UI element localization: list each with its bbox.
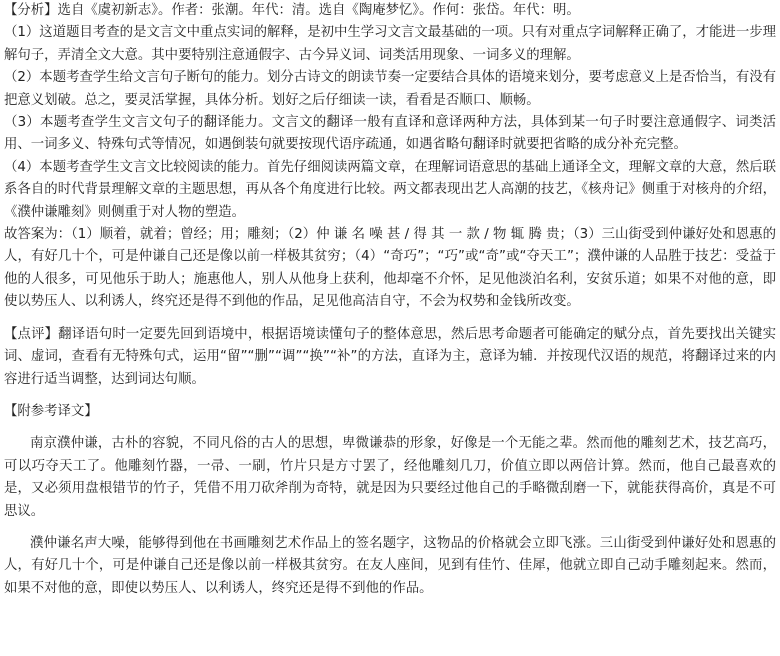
translation-paragraph-1: 南京濮仲谦，古朴的容貌，不同凡俗的古人的思想，卑微谦恭的形象，好像是一个无能之辈。然而他的雕刻艺术，技艺高巧，可以巧夺天工了。他雕刻竹器，一帚、一刷，竹片只是方寸罢了，经他雕刻几刀，价值立即以两倍计算。然而，他自己最喜欢的是，又必须用盘根错节的竹子，凭借不用刀砍斧削为奇特，就是因为只要经过他自己的手略微刮磨一下，就能获得高价，真是不可思议。 [4, 436, 776, 519]
spacer [4, 523, 776, 533]
translation-heading: 【附参考译文】 [4, 403, 98, 419]
spacer [4, 314, 776, 324]
answer-text: 故答案为：（1）顺着，就着；曾经；用；雕刻；（2）仲 谦 名 噪 甚 / 得 其 一 款 / 物 辄 腾 贵；（3）三山街受到仲谦好处和恩惠的人，有好几十个，可是仲谦自己还是像以前一样极其贫穷；（4）“奇巧”；“巧”或“奇”或“夺天工”；濮仲谦的人品胜于技艺：受益于他的人很多，可见他乐于助人；施惠他人，别人从他身上获利，他却毫不介怀，足见他淡泊名利，安贫乐道；如果不对他的意，即使以势压人、以利诱人，终究还是得不到他的作品，足见他高洁自守，不会为权势和金钱所改变。 [4, 227, 776, 310]
analysis-point-2: （2）本题考查学生给文言句子断句的能力。划分古诗文的朗读节奏一定要结合具体的语境来划分，要考虑意义上是否恰当，有没有把意义划破。总之，要灵活掌握，具体分析。划好之后仔细读一读，看看是否顺口、顺畅。 [4, 70, 776, 108]
analysis-intro: 【分析】选自《虞初新志》。作者：张潮。年代：清。选自《陶庵梦忆》。作何：张岱。年代：明。 [4, 3, 580, 18]
spacer [4, 391, 776, 401]
comment-text: 【点评】翻译语句时一定要先回到语境中，根据语境读懂句子的整体意思，然后思考命题者可能确定的赋分点，首先要找出关键实词、虚词，查看有无特殊句式，运用“留”“删”“调”“换”“补”的方法，直译为主，意译为辅．并按现代汉语的规范，将翻译过来的内容进行适当调整，达到词达句顺。 [4, 326, 776, 387]
spacer [4, 423, 776, 433]
analysis-point-4: （4）本题考查学生文言文比较阅读的能力。首先仔细阅读两篇文章，在理解词语意思的基础上通译全文，理解文章的大意，然后联系各自的时代背景理解文章的主题思想，再从各个角度进行比较。两文都表现出艺人高潮的技艺，《核舟记》侧重于对核舟的介绍，《濮仲谦雕刻》则侧重于对人物的塑造。 [4, 159, 776, 220]
translation-paragraph-2: 濮仲谦名声大噪，能够得到他在书画雕刻艺术作品上的签名题字，这物品的价格就会立即飞涨。三山街受到仲谦好处和恩惠的人，有好几十个，可是仲谦自己还是像以前一样极其贫穷。在友人座间，见到有佳竹、佳犀，他就立即自己动手雕刻起来。然而，如果不对他的意，即使以势压人、以利诱人，终究还是得不到他的作品。 [4, 535, 776, 596]
analysis-point-1: （1）这道题目考查的是文言文中重点实词的解释，是初中生学习文言文最基础的一项。只有对重点字词解释正确了，才能进一步理解句子，弄清全文大意。其中要特别注意通假字、古今异义词、词类活用现象、一词多义的理解。 [4, 25, 776, 63]
analysis-point-3: （3）本题考查学生文言文句子的翻译能力。文言文的翻译一般有直译和意译两种方法，具体到某一句子时要注意通假字、词类活用、一词多义、特殊句式等情况，如遇倒装句就要按现代语序疏通，如遇省略句翻译时就要把省略的成分补充完整。 [4, 115, 776, 153]
